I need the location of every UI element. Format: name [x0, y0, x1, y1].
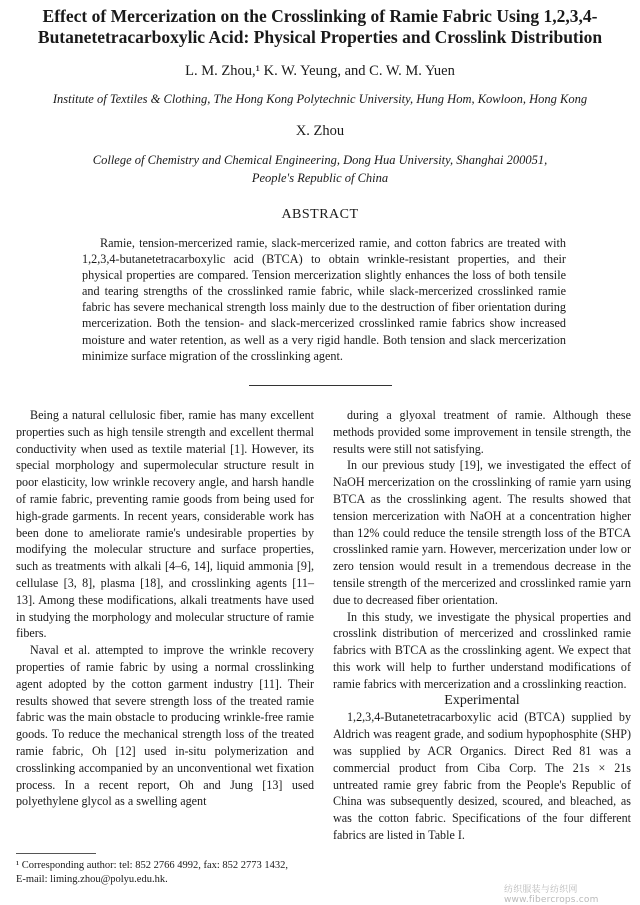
affiliation-2-line-2: People's Republic of China [251, 171, 389, 185]
body-paragraph: Being a natural cellulosic fiber, ramie has many excellent properties such as high tensile strength and excellent thermal conductivity when used as textile material [1]. However, its special morphology and supermolecular structure result in poor elasticity, low wrinkle recovery angle, and harsh handle of ramie fabric, preventing ramie goods from being used for high-grade garments. In recent years, considerable work has been done to ameliorate ramie's undesirable properties by modifying the molecular structure and surface properties, such as treatments with alkali [4–6, 14], liquid ammonia [9], cellulase [3, 8], plasma [18], and crosslinking agents [11–13]. Among these modifications, alkali treatments have used in studying the morphology and molecular structure of ramie fibers. [16, 408, 314, 641]
abstract-heading: ABSTRACT [281, 207, 359, 222]
footnote [16, 859, 316, 886]
body-paragraph: during a glyoxal treatment of ramie. Although these methods provided some improvement in tensile strength, the results were still not satisfying. [333, 408, 631, 456]
footnote-line-2: E-mail: liming.zhou@polyu.edu.hk. [16, 873, 168, 885]
footnote-line-1: ¹ Corresponding author: tel: 852 2766 4992, fax: 852 2773 1432, [16, 860, 289, 871]
body-paragraph: 1,2,3,4-Butanetetracarboxylic acid (BTCA) supplied by Aldrich was reagent grade, and sodium hypophosphite (SHP) was supplied by ACR Organics. Direct Red 81 was a commercial product from Ciba Corp. The 21s × 21s untreated ramie grey fabric from the People's Republic of China was subsequently desized, scoured, and bleached, as was the cotton fabric. Specifications of the four different fabrics are listed in Table I. [333, 710, 631, 842]
watermark: 纺织服装与纺织网 www.fibercrops.com [504, 885, 599, 905]
abstract-text: Ramie, tension-mercerized ramie, slack-mercerized ramie, and cotton fabrics are treated with 1,2,3,4-butanetetracarboxylic acid (BTCA) to obtain wrinkle-resistant properties, and their physical properties are compared. Tension mercerization slightly enhances the loss of both tensile and tearing strengths of the crosslinked ramie fabric, while slack-mercerized crosslinked ramie fabric has severe mechanical strength loss mainly due to the destruction of fiber orientation during mercerization. Both the tension- and slack-mercerized crosslinked ramie fabrics show increased moisture and water retention, as well as a very rigid handle. Both tension and slack mercerization minimize surface migration of the crosslinking agent. [82, 236, 566, 363]
body-paragraph: In this study, we investigate the physical properties and crosslink distribution of mercerized and crosslinked ramie fabrics with BTCA as the crosslinking agent. We expect that this work will help to further understand modifications of ramie fabrics with mercerization and a crosslinking reaction. [333, 609, 631, 691]
affiliation-2-line-1: College of Chemistry and Chemical Engineering, Dong Hua University, Shanghai 200051, [92, 153, 548, 167]
footnote-divider [16, 853, 96, 854]
left-column [16, 407, 314, 810]
affiliation-2 [40, 151, 600, 187]
author-2: X. Zhou [295, 123, 345, 139]
section-divider [249, 385, 392, 386]
right-column [333, 407, 631, 844]
experimental-heading: Experimental [444, 692, 520, 708]
title-line-1: Effect of Mercerization on the Crosslinking of Ramie Fabric Using 1,2,3,4- [42, 6, 598, 26]
authors-line: L. M. Zhou,¹ K. W. Yeung, and C. W. M. Yuen [185, 63, 455, 79]
title-line-2: Butanetetracarboxylic Acid: Physical Properties and Crosslink Distribution [37, 27, 603, 47]
paper-title [8, 6, 632, 48]
body-paragraph: In our previous study [19], we investigated the effect of NaOH mercerization on the crosslinking of ramie yarn using BTCA as the crosslinking agent. The results showed that tension mercerization with NaOH at a concentration higher than 12% could reduce the tensile strength loss of the BTCA crosslinked ramie yarn. However, mercerization under low or zero tension would result in a tremendous decrease in the tensile strength of the mercerized and crosslinked ramie yarn due to decreased fiber orientation. [333, 458, 631, 607]
affiliation-1: Institute of Textiles & Clothing, The Hong Kong Polytechnic University, Hung Hom, Kowloon, Hong Kong [52, 92, 588, 106]
body-paragraph: Naval et al. attempted to improve the wrinkle recovery properties of ramie fabric by using a normal crosslinking agent adopted by the cotton garment industry [11]. Their results showed that severe strength loss of the treated ramie fabric was the main obstacle to producing wrinkle-free ramie goods. To reduce the mechanical strength loss of the treated ramie fabric, Oh [12] used in-situ polymerization and crosslinking accompanied by an unconventional wet fixation process. In a recent report, Oh and Jung [13] used polyethylene glycol as a swelling agent [16, 643, 314, 809]
